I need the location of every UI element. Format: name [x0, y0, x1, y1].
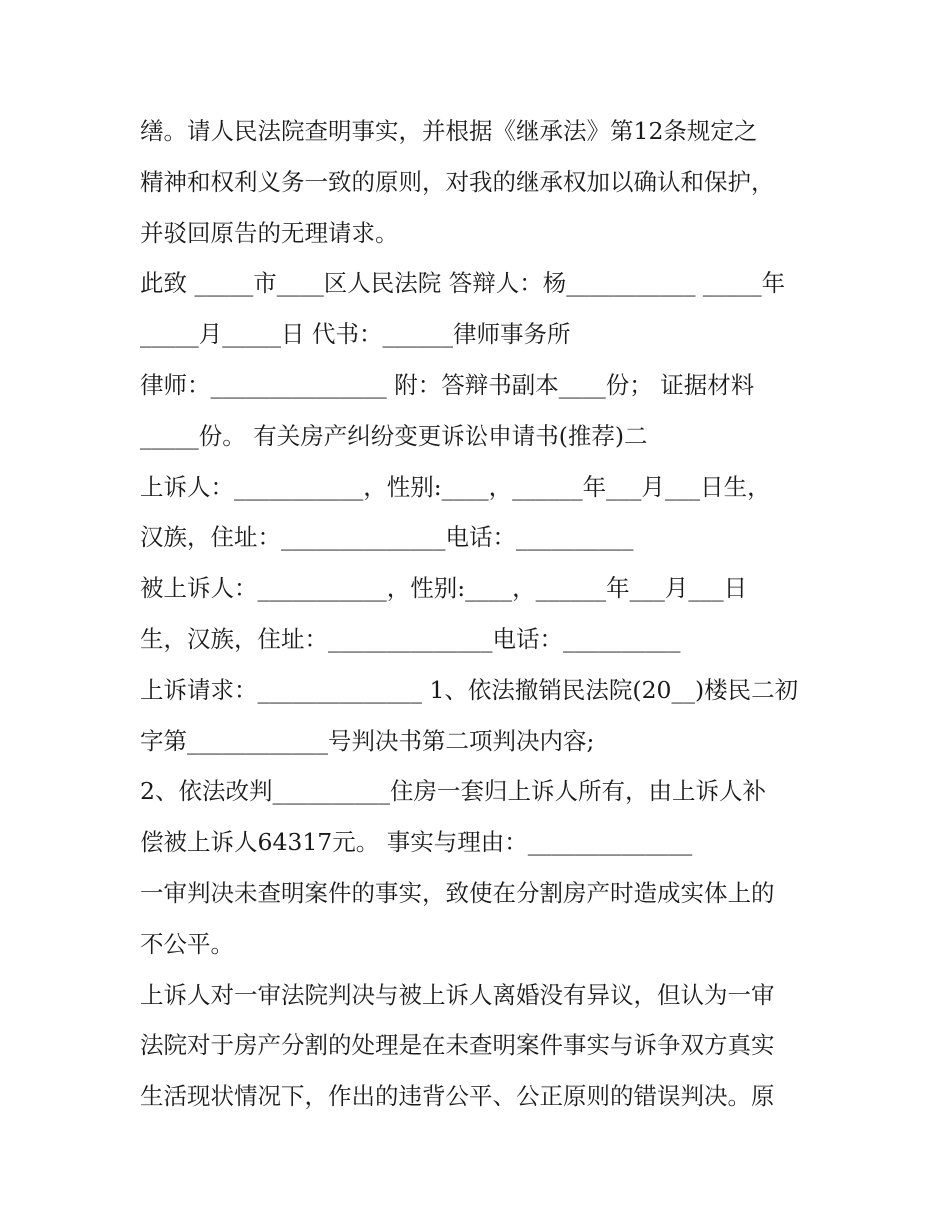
- text-line: 上诉人对一审法院判决与被上诉人离婚没有异议，但认为一审: [140, 980, 775, 1009]
- text-line: 并驳回原告的无理请求。: [140, 218, 399, 247]
- text-line: 不公平。: [140, 929, 234, 958]
- text-line: 律师：_______________ 附：答辩书副本____份； 证据材料: [140, 370, 755, 399]
- text-line: 法院对于房产分割的处理是在未查明案件事实与诉争双方真实: [140, 1031, 775, 1060]
- text-line: _____份。 有关房产纠纷变更诉讼申请书(推荐)二: [140, 421, 648, 450]
- text-line: 一审判决未查明案件的事实，致使在分割房产时造成实体上的: [140, 878, 775, 907]
- text-line: 字第____________号判决书第二项判决内容;: [140, 726, 595, 755]
- text-line: 生，汉族，住址：______________电话：__________: [140, 624, 681, 653]
- text-line: 上诉人：___________，性别:____，______年___月___日生，: [140, 472, 771, 501]
- text-line: _____月_____日 代书：______律师事务所: [140, 320, 571, 349]
- text-line: 2、依法改判__________住房一套归上诉人所有，由上诉人补: [140, 777, 766, 806]
- document-body: [140, 106, 820, 1122]
- text-line: 此致 _____市____区人民法院 答辩人：杨___________ _____年: [140, 269, 786, 298]
- text-line: 上诉请求：______________ 1、依法撤销民法院(20__)楼民二初: [140, 675, 799, 704]
- text-line: 生活现状情况下，作出的违背公平、公正原则的错误判决。原: [140, 1082, 775, 1111]
- text-line: 偿被上诉人64317元。 事实与理由：______________: [140, 828, 693, 857]
- text-line: 精神和权利义务一致的原则，对我的继承权加以确认和保护，: [140, 167, 775, 196]
- text-line: 缮。请人民法院查明事实，并根据《继承法》第12条规定之: [140, 117, 758, 145]
- text-line: 汉族，住址：______________电话：__________: [140, 523, 634, 552]
- text-line: 被上诉人：___________，性别:____，______年___月___日: [140, 574, 748, 603]
